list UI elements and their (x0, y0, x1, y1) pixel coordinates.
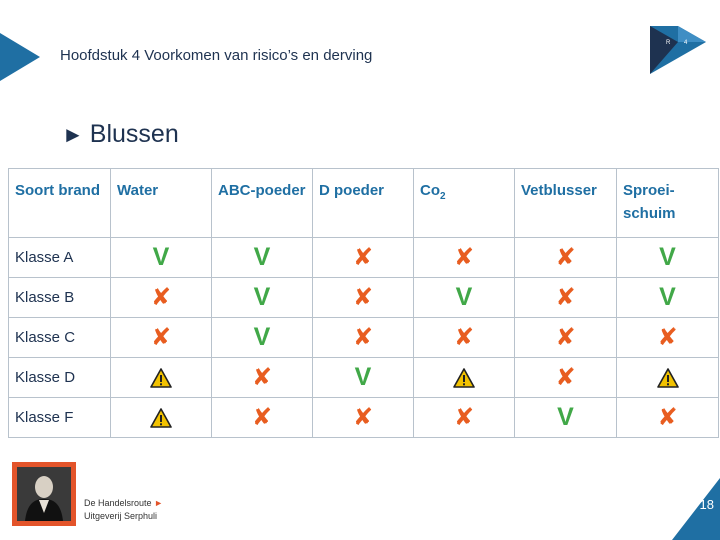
cross-x-icon: ✘ (657, 403, 678, 431)
table-cell (111, 358, 212, 398)
col-header-water: Water (111, 169, 212, 238)
logo-letter-r: R (666, 40, 671, 46)
table-cell (515, 278, 617, 318)
table-cell (515, 318, 617, 358)
col-header-soort-brand: Soort brand (9, 169, 111, 238)
check-v-icon: V (659, 243, 676, 271)
table-cell (617, 238, 719, 278)
cross-x-icon: ✘ (352, 283, 374, 311)
table-cell (212, 238, 313, 278)
publisher-line1: De Handelsroute (84, 498, 152, 508)
warning-icon (150, 368, 172, 388)
col-header-d-poeder: D poeder (313, 169, 414, 238)
header-corner-triangle (0, 33, 40, 81)
table-cell (111, 238, 212, 278)
check-v-icon: V (253, 323, 271, 351)
table-cell (212, 318, 313, 358)
cross-x-icon: ✘ (555, 283, 576, 311)
table-cell (313, 358, 414, 398)
logo-letter-4: 4 (684, 40, 688, 46)
table-cell (515, 358, 617, 398)
col-header-abc-poeder: ABC-poeder (212, 169, 313, 238)
cross-x-icon: ✘ (453, 403, 475, 431)
extinguisher-table (8, 168, 719, 438)
section-heading-text: Blussen (89, 120, 179, 148)
table-cell (414, 238, 515, 278)
col-header-co2 (414, 169, 515, 238)
table-cell (111, 278, 212, 318)
check-v-icon: V (557, 403, 574, 431)
cross-x-icon: ✘ (352, 243, 374, 271)
table-cell (111, 398, 212, 438)
table-header-row (9, 169, 719, 238)
cross-x-icon: ✘ (453, 243, 475, 271)
table-cell (212, 358, 313, 398)
table-cell (617, 398, 719, 438)
cross-x-icon: ✘ (352, 323, 374, 351)
cross-x-icon: ✘ (251, 363, 273, 391)
table-cell (313, 398, 414, 438)
sproei-line1: Sproei- (623, 182, 675, 199)
table-cell (313, 238, 414, 278)
publisher-arrow-icon: ► (154, 498, 163, 508)
play-arrow-icon: ► (62, 121, 84, 147)
check-v-icon: V (659, 283, 676, 311)
table-row (9, 358, 719, 398)
check-v-icon: V (253, 283, 271, 311)
table-cell (212, 278, 313, 318)
table-cell (111, 318, 212, 358)
row-label: Klasse A (9, 238, 111, 278)
table-row (9, 398, 719, 438)
warning-icon (150, 408, 172, 428)
table-cell (212, 398, 313, 438)
table-cell (313, 318, 414, 358)
cross-x-icon: ✘ (555, 323, 576, 351)
cross-x-icon: ✘ (453, 323, 475, 351)
row-label: Klasse D (9, 358, 111, 398)
check-v-icon: V (152, 243, 170, 271)
cross-x-icon: ✘ (657, 323, 678, 351)
table-cell (617, 358, 719, 398)
publisher-line2: Uitgeverij Serphuli (84, 511, 158, 521)
chapter-title: Hoofdstuk 4 Voorkomen van risico’s en derving (60, 47, 373, 64)
publisher-logo (12, 462, 76, 526)
co2-sub: 2 (440, 191, 446, 202)
publisher-name (84, 497, 163, 523)
sproei-line2: schuim (623, 205, 676, 222)
table-row (9, 238, 719, 278)
table-cell (414, 398, 515, 438)
section-heading (62, 120, 179, 149)
check-v-icon: V (354, 363, 372, 391)
warning-icon (453, 368, 475, 388)
cross-x-icon: ✘ (555, 243, 576, 271)
table-row (9, 278, 719, 318)
cross-x-icon: ✘ (555, 363, 576, 391)
cross-x-icon: ✘ (251, 403, 273, 431)
row-label: Klasse B (9, 278, 111, 318)
check-v-icon: V (455, 283, 473, 311)
table-cell (515, 238, 617, 278)
row-label: Klasse F (9, 398, 111, 438)
cross-x-icon: ✘ (352, 403, 374, 431)
cross-x-icon: ✘ (150, 283, 172, 311)
table-cell (515, 398, 617, 438)
table-cell (414, 358, 515, 398)
table-cell (414, 318, 515, 358)
cross-x-icon: ✘ (150, 323, 172, 351)
table-cell (414, 278, 515, 318)
warning-icon (657, 368, 679, 388)
co2-base: Co (420, 182, 440, 199)
table-cell (617, 278, 719, 318)
col-header-sproei-schuim (617, 169, 719, 238)
brand-logo (650, 26, 706, 74)
row-label: Klasse C (9, 318, 111, 358)
table-cell (313, 278, 414, 318)
col-header-vetblusser: Vetblusser (515, 169, 617, 238)
page-number: 18 (699, 497, 714, 512)
table-row (9, 318, 719, 358)
table-cell (617, 318, 719, 358)
check-v-icon: V (253, 243, 271, 271)
